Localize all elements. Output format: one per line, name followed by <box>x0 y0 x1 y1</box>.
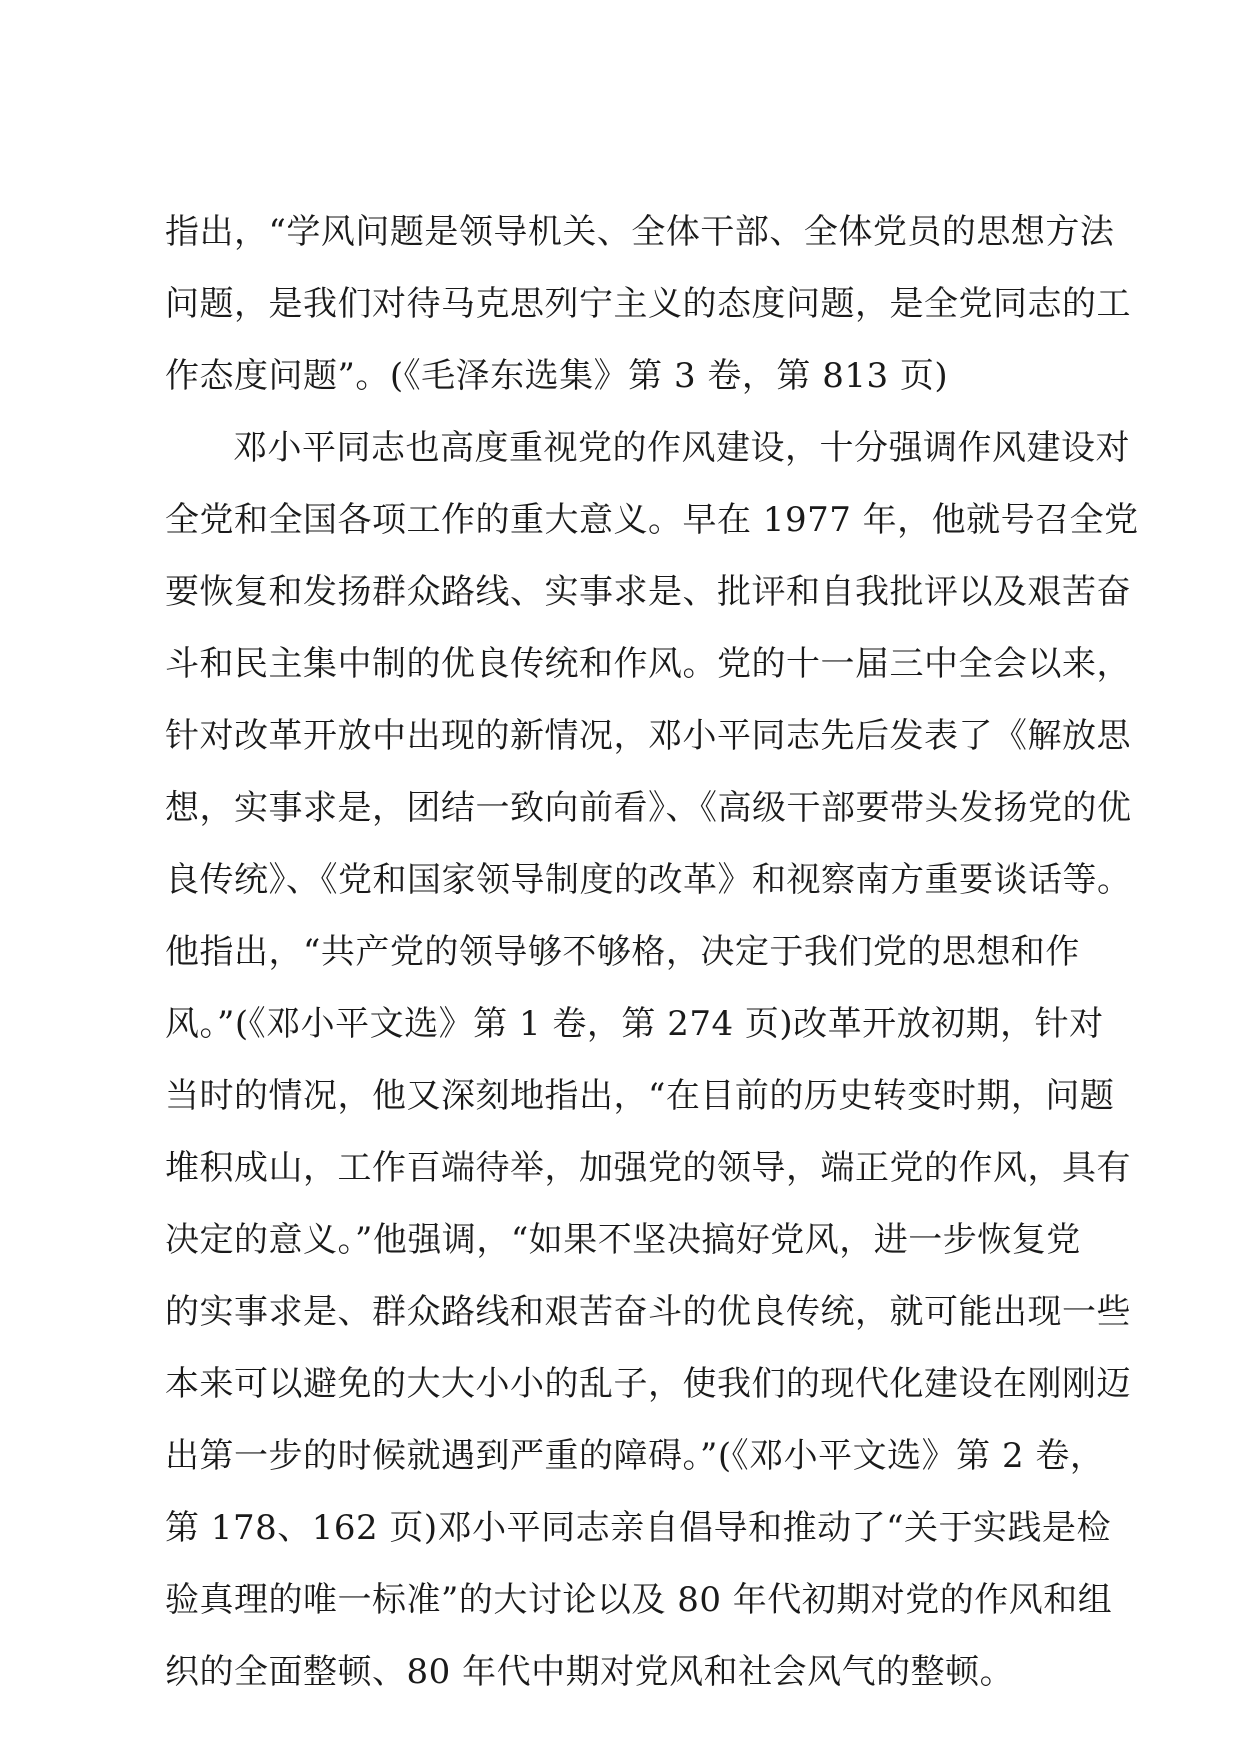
paragraph-2-line-5: 针对改革开放中出现的新情况，邓小平同志先后发表了《解放思 <box>165 716 1131 756</box>
paragraph-1-line-2: 问题，是我们对待马克思列宁主义的态度问题，是全党同志的工 <box>165 284 1131 324</box>
paragraph-2-line-12: 决定的意义。”他强调，“如果不坚决搞好党风，进一步恢复党 <box>165 1220 1081 1260</box>
paragraph-2-line-16: 第 178、162 页)邓小平同志亲自倡导和推动了“关于实践是检 <box>165 1508 1112 1548</box>
paragraph-2-line-8: 他指出，“共产党的领导够不够格，决定于我们党的思想和作 <box>165 932 1080 972</box>
paragraph-2-line-9: 风。”(《邓小平文选》第 1 卷，第 274 页)改革开放初期，针对 <box>165 1004 1104 1044</box>
paragraph-2-line-17: 验真理的唯一标准”的大讨论以及 80 年代初期对党的作风和组 <box>165 1580 1113 1620</box>
paragraph-2-line-6: 想，实事求是，团结一致向前看》、《高级干部要带头发扬党的优 <box>165 788 1132 828</box>
paragraph-2-line-1: 邓小平同志也高度重视党的作风建设，十分强调作风建设对 <box>233 428 1130 468</box>
paragraph-2-line-11: 堆积成山，工作百端待举，加强党的领导，端正党的作风，具有 <box>165 1148 1131 1188</box>
paragraph-2-line-15: 出第一步的时候就遇到严重的障碍。”(《邓小平文选》第 2 卷， <box>165 1436 1105 1476</box>
paragraph-2-line-18: 织的全面整顿、80 年代中期对党风和社会风气的整顿。 <box>165 1652 1015 1692</box>
paragraph-1-line-1: 指出，“学风问题是领导机关、全体干部、全体党员的思想方法 <box>165 212 1115 252</box>
paragraph-2-line-13: 的实事求是、群众路线和艰苦奋斗的优良传统，就可能出现一些 <box>165 1292 1131 1332</box>
paragraph-2-line-3: 要恢复和发扬群众路线、实事求是、批评和自我批评以及艰苦奋 <box>165 572 1131 612</box>
paragraph-2-line-4: 斗和民主集中制的优良传统和作风。党的十一届三中全会以来， <box>165 644 1131 684</box>
paragraph-2-line-7: 良传统》、《党和国家领导制度的改革》和视察南方重要谈话等。 <box>165 860 1132 900</box>
paragraph-2-line-14: 本来可以避免的大大小小的乱子，使我们的现代化建设在刚刚迈 <box>165 1364 1131 1404</box>
paragraph-1-line-3: 作态度问题”。(《毛泽东选集》第 3 卷，第 813 页) <box>165 356 949 396</box>
paragraph-2-line-2: 全党和全国各项工作的重大意义。早在 1977 年，他就号召全党 <box>165 500 1139 540</box>
paragraph-2-line-10: 当时的情况，他又深刻地指出，“在目前的历史转变时期，问题 <box>165 1076 1115 1116</box>
